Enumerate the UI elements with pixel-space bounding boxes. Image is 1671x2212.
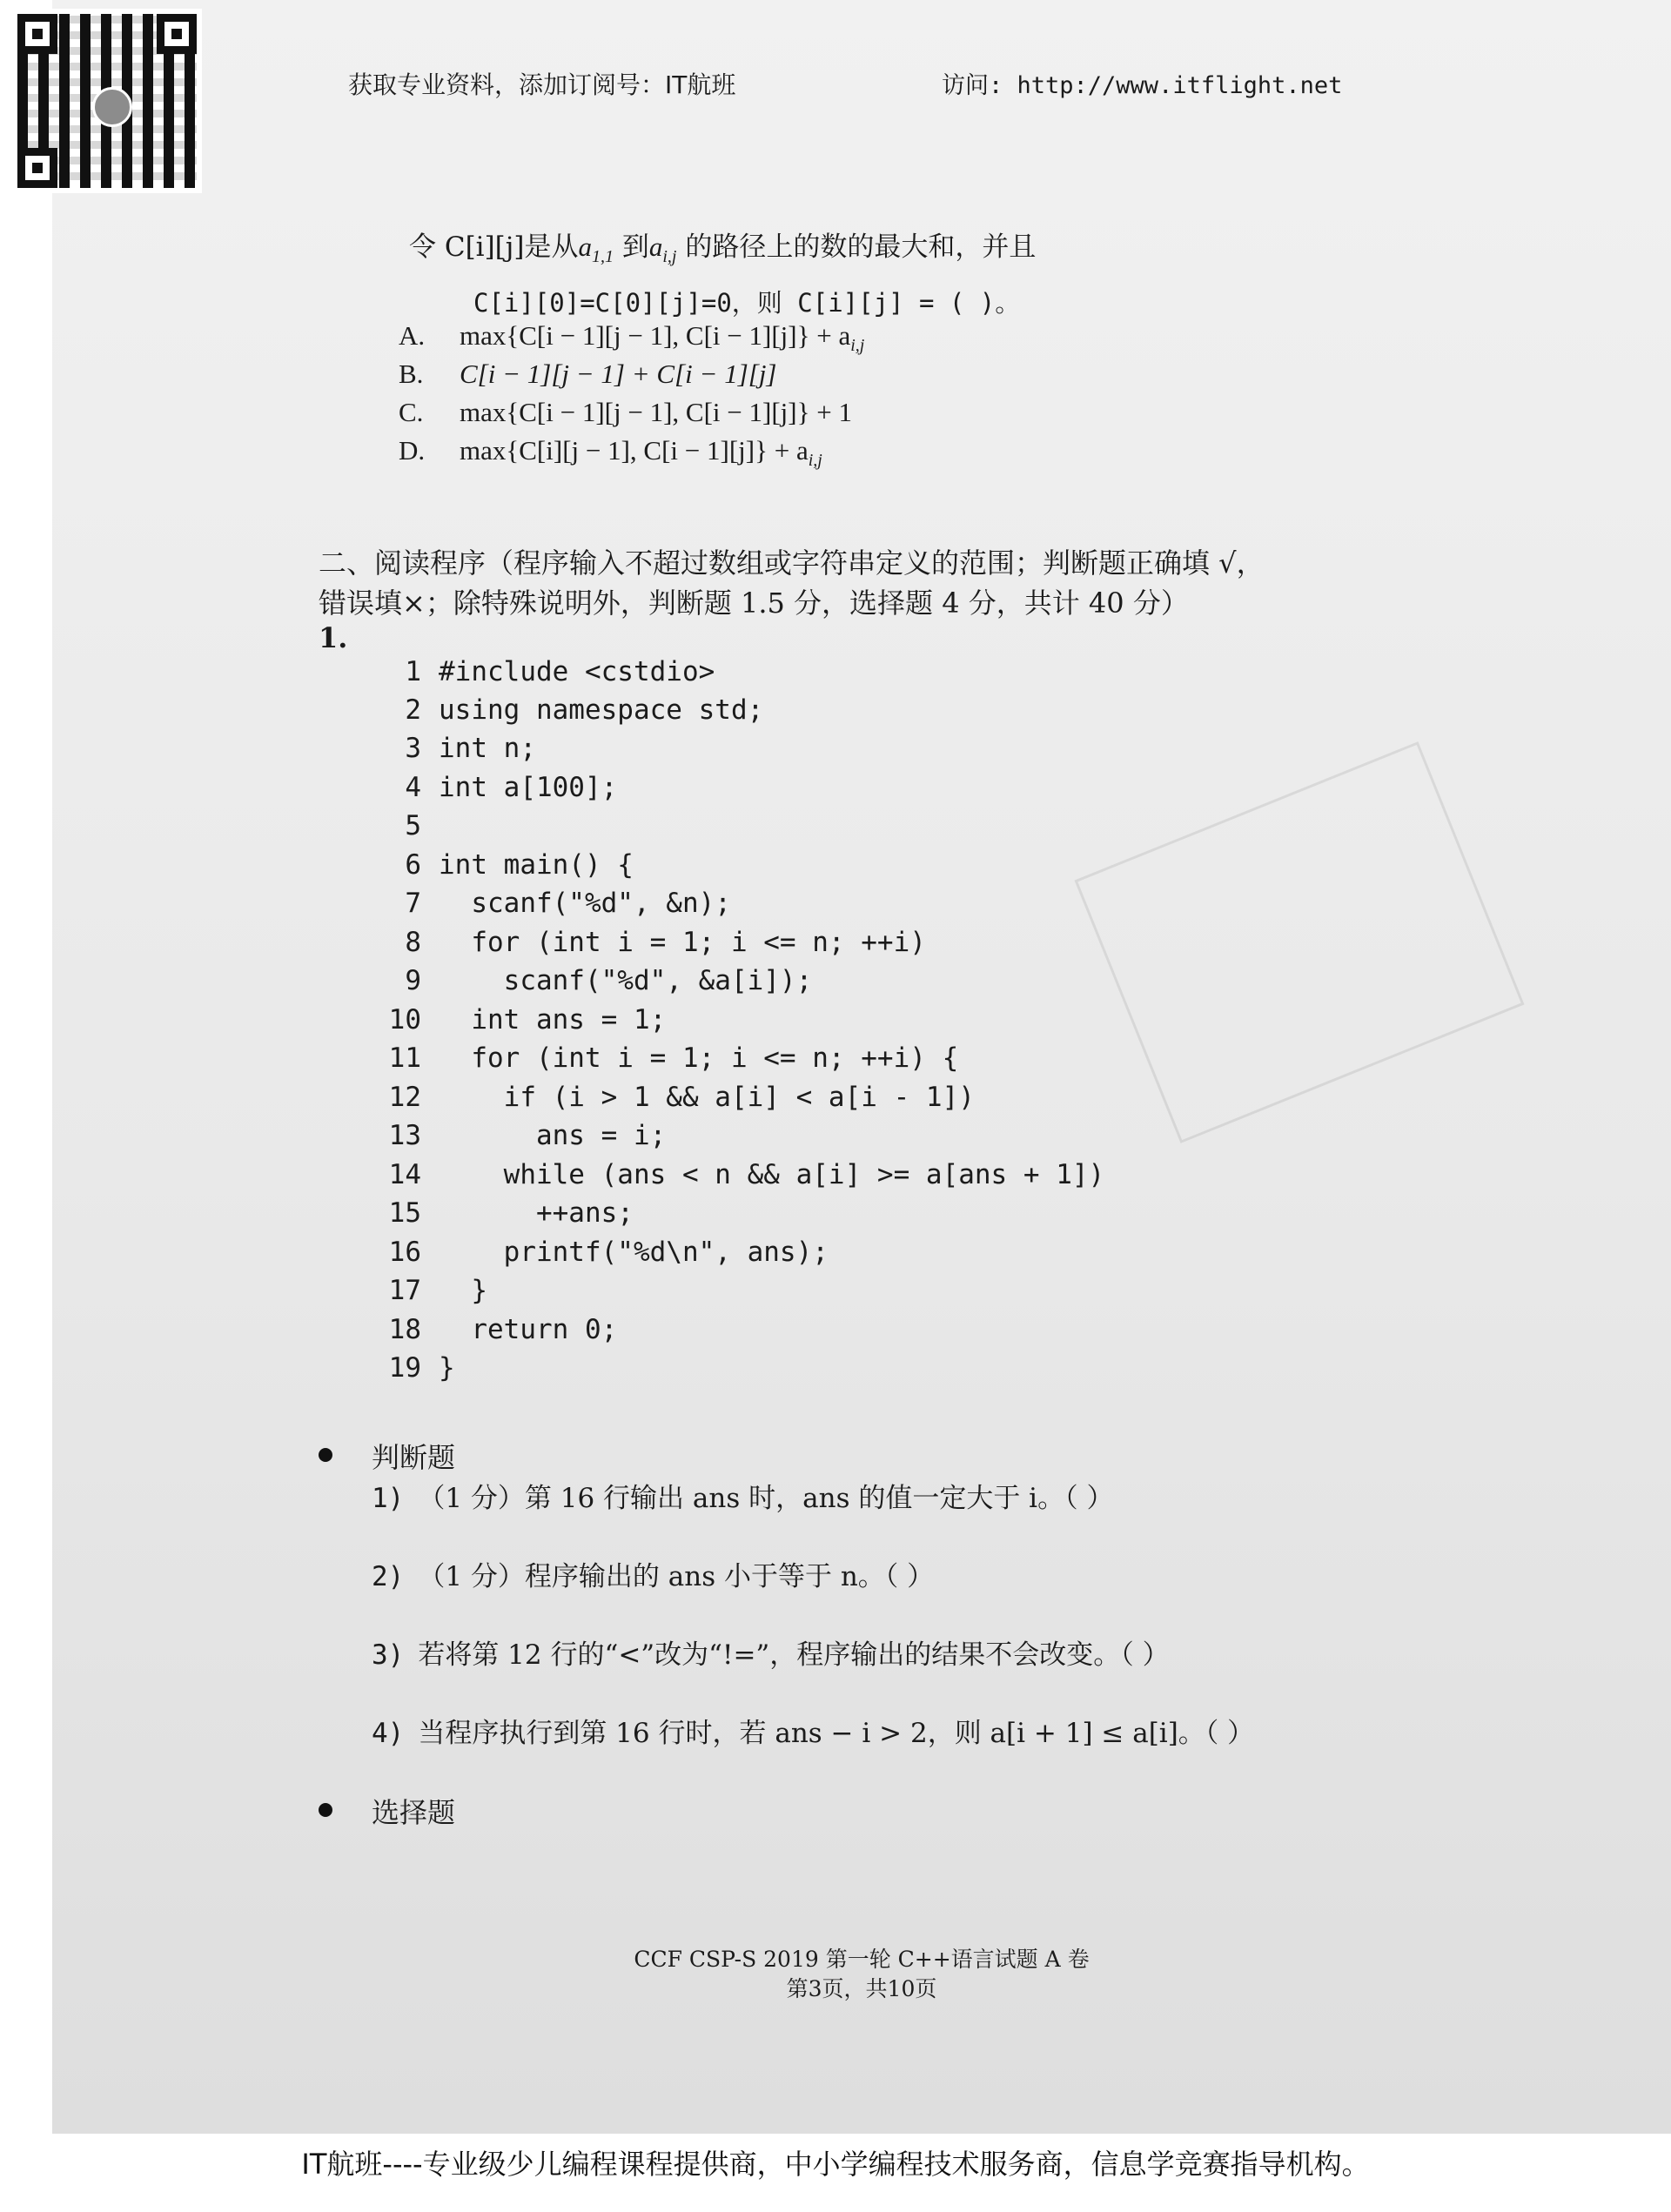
code-text: }	[439, 1352, 455, 1384]
qr-finder-top-left	[17, 14, 57, 54]
intro-suffix: 的路径上的数的最大和，并且	[676, 231, 1037, 263]
line-number: 5	[405, 810, 421, 841]
code-text: for (int i = 1; i <= n; ++i) {	[439, 1042, 959, 1074]
line-number: 4	[405, 772, 421, 803]
choice-bullet-icon	[319, 1803, 332, 1817]
code-line-16	[372, 1237, 829, 1268]
code-text: ++ans;	[439, 1197, 634, 1229]
judge-question-2[interactable]	[372, 1554, 934, 1593]
judge-bullet-icon	[319, 1448, 332, 1462]
code-text: #include <cstdio>	[439, 656, 715, 687]
code-line-2	[372, 694, 763, 726]
option-c[interactable]	[399, 397, 852, 428]
code-line-15	[372, 1197, 634, 1229]
footer-page-number: 第3页，共10页	[786, 1976, 937, 2001]
line-number: 1	[405, 656, 421, 687]
problem-number: 1.	[319, 621, 348, 654]
code-line-5	[372, 810, 439, 841]
code-text: }	[439, 1275, 487, 1306]
code-text: scanf("%d", &n);	[439, 888, 731, 919]
judge-num: 4)	[372, 1718, 405, 1749]
option-a-letter: A.	[399, 320, 426, 351]
option-b-letter: B.	[399, 359, 424, 389]
code-line-14	[372, 1159, 1104, 1190]
code-text: if (i > 1 && a[i] < a[i - 1])	[439, 1082, 975, 1113]
header-visit-link[interactable]: 访问: http://www.itflight.net	[942, 72, 1343, 99]
line-number: 15	[388, 1197, 421, 1229]
code-line-18	[372, 1314, 617, 1345]
section2-title-line2: 错误填×；除特殊说明外，判断题 1.5 分，选择题 4 分，共计 40 分）	[319, 587, 1189, 620]
line-number: 10	[388, 1004, 421, 1036]
code-text: int n;	[439, 733, 536, 764]
judge-num: 3)	[372, 1639, 405, 1671]
line-number: 16	[388, 1237, 421, 1268]
code-text: while (ans < n && a[i] >= a[ans + 1])	[439, 1159, 1105, 1190]
line-number: 2	[405, 694, 421, 726]
judge-label: 判断题	[372, 1441, 456, 1474]
faint-stamp-watermark	[1074, 741, 1524, 1143]
option-a-text: max{C[i − 1][j − 1], C[i − 1][j]} + a	[460, 320, 851, 351]
section2-title-line1: 二、阅读程序（程序输入不超过数组或字符串定义的范围；判断题正确填 √，	[319, 546, 1265, 580]
intro-aij: a	[648, 231, 663, 262]
code-line-8	[372, 927, 926, 958]
code-line-6	[372, 849, 634, 881]
footer-exam-title: CCF CSP-S 2019 第一轮 C++语言试题 A 卷	[634, 1947, 1090, 1972]
option-b-text: C[i − 1][j − 1] + C[i − 1][j]	[460, 359, 777, 389]
option-d[interactable]	[399, 435, 822, 471]
code-text: ans = i;	[439, 1120, 667, 1151]
intro-a11-sub: 1,1	[591, 247, 614, 267]
code-text: for (int i = 1; i <= n; ++i)	[439, 927, 926, 958]
line-number: 7	[405, 888, 421, 919]
question-condition: C[i][0]=C[0][j]=0，则 C[i][j] = ( )。	[473, 288, 1021, 318]
bottom-advert-text: IT航班----专业级少儿编程课程提供商，中小学编程技术服务商，信息学竞赛指导机构。	[301, 2148, 1370, 2181]
option-c-letter: C.	[399, 397, 424, 427]
intro-a11: a	[578, 231, 592, 262]
question-intro	[409, 225, 1036, 267]
option-a[interactable]	[399, 320, 864, 356]
option-b[interactable]	[399, 359, 777, 390]
code-text: return 0;	[439, 1314, 618, 1345]
line-number: 12	[388, 1082, 421, 1113]
code-line-9	[372, 965, 812, 996]
line-number: 3	[405, 733, 421, 764]
line-number: 11	[388, 1042, 421, 1074]
code-text: int main() {	[439, 849, 634, 881]
option-d-letter: D.	[399, 435, 426, 466]
header-subscribe-text: 获取专业资料，添加订阅号：IT航班	[348, 70, 736, 99]
line-number: 6	[405, 849, 421, 881]
qr-finder-bottom-left	[17, 148, 57, 188]
line-number: 14	[388, 1159, 421, 1190]
option-d-text: max{C[i][j − 1], C[i − 1][j]} + a	[460, 435, 809, 466]
line-number: 9	[405, 965, 421, 996]
intro-mid: 到	[613, 231, 649, 263]
option-a-sub: i,j	[850, 336, 865, 356]
code-line-7	[372, 888, 731, 919]
judge-text: 当程序执行到第 16 行时，若 ans − i > 2，则 a[i + 1] ≤ a[i]。（ ）	[418, 1718, 1255, 1749]
code-line-12	[372, 1082, 975, 1113]
intro-aij-sub: i,j	[662, 247, 677, 267]
code-line-17	[372, 1275, 487, 1306]
code-line-10	[372, 1004, 666, 1036]
code-text: using namespace std;	[439, 694, 764, 726]
code-text: scanf("%d", &a[i]);	[439, 965, 813, 996]
choice-label: 选择题	[372, 1796, 456, 1829]
option-c-text: max{C[i − 1][j − 1], C[i − 1][j]} + 1	[460, 397, 852, 427]
judge-text: （1 分）程序输出的 ans 小于等于 n。（ ）	[418, 1561, 935, 1592]
code-text: int a[100];	[439, 772, 618, 803]
judge-question-1[interactable]	[372, 1476, 1113, 1515]
judge-num: 2)	[372, 1561, 405, 1592]
code-text: printf("%d\n", ans);	[439, 1237, 829, 1268]
line-number: 13	[388, 1120, 421, 1151]
code-line-19	[372, 1352, 455, 1384]
line-number: 18	[388, 1314, 421, 1345]
option-d-sub: i,j	[808, 451, 822, 471]
judge-num: 1)	[372, 1483, 405, 1514]
judge-question-3[interactable]	[372, 1632, 1170, 1672]
judge-text: 若将第 12 行的“<”改为“!=”，程序输出的结果不会改变。（ ）	[418, 1639, 1170, 1671]
judge-question-4[interactable]	[372, 1711, 1254, 1750]
code-line-3	[372, 733, 536, 764]
code-line-11	[372, 1042, 958, 1074]
intro-prefix: 令 C[i][j]是从	[409, 231, 579, 263]
code-text: int ans = 1;	[439, 1004, 667, 1036]
judge-text: （1 分）第 16 行输出 ans 时，ans 的值一定大于 i。（ ）	[418, 1483, 1114, 1514]
code-line-4	[372, 772, 617, 803]
code-line-13	[372, 1120, 666, 1151]
line-number: 17	[388, 1275, 421, 1306]
line-number: 19	[388, 1352, 421, 1384]
qr-logo-icon	[92, 87, 132, 127]
qr-code-icon	[12, 9, 202, 193]
line-number: 8	[405, 927, 421, 958]
qr-finder-top-right	[157, 14, 197, 54]
code-line-1	[372, 656, 715, 687]
